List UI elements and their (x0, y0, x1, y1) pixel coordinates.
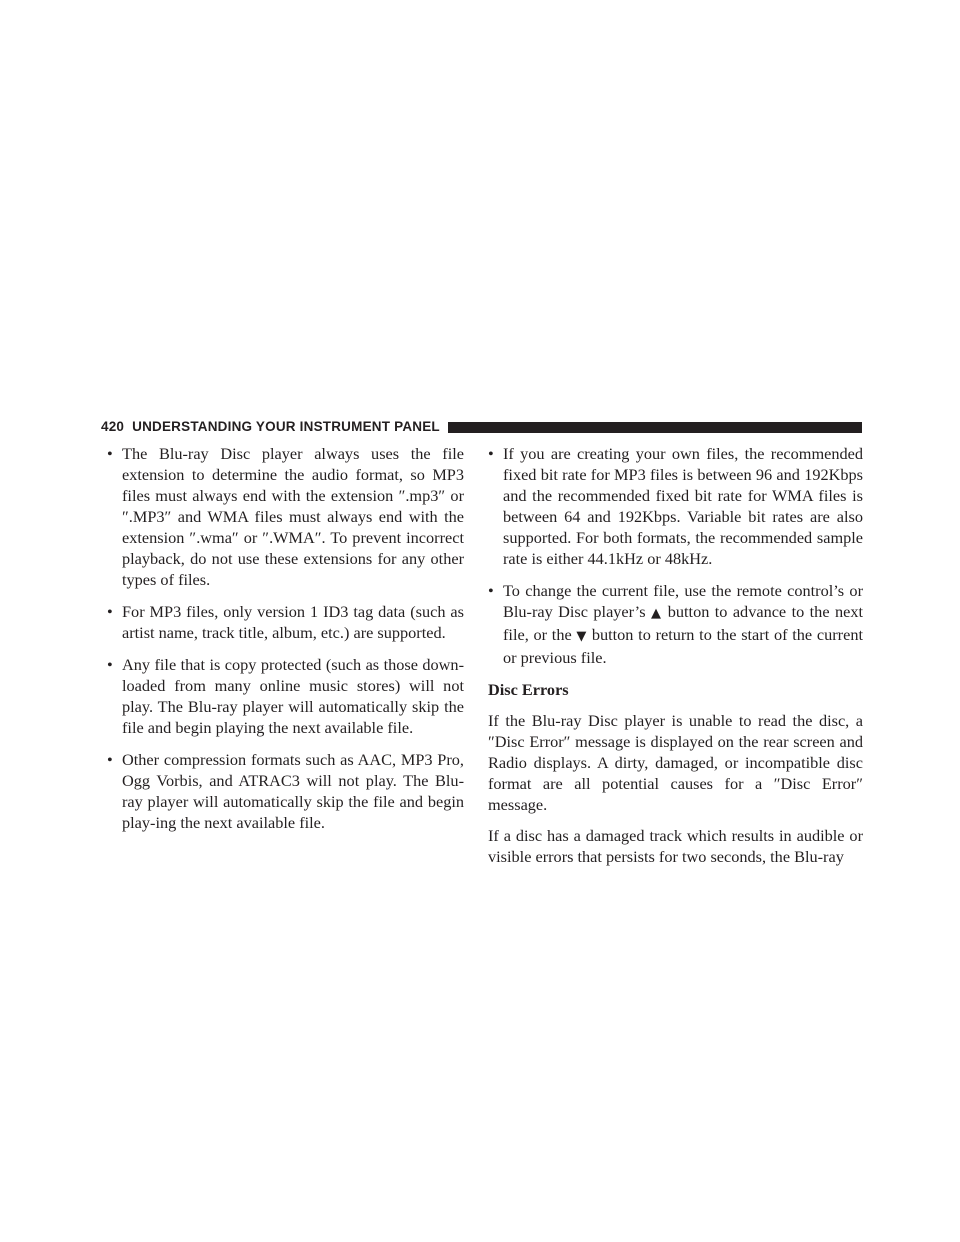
list-item (107, 749, 464, 833)
up-arrow-icon: ▲ (650, 606, 663, 621)
section-heading: Disc Errors (488, 680, 569, 699)
list-item (107, 654, 464, 738)
header-rule (448, 422, 862, 433)
section-title: UNDERSTANDING YOUR INSTRUMENT PANEL (132, 419, 440, 434)
bullet-icon: • (488, 581, 494, 600)
page-header (101, 420, 862, 434)
left-column (107, 443, 464, 844)
list-item-text: If you are creating your own files, the recommended fixed bit rate for MP3 files is between 96 and 192Kbps and the recommended fixed bit rate for WMA files is between 64 and 192Kbps. Variable bit rates are also supported. For both formats, the recommended sample rate is either 44.1kHz or 48kHz. (503, 444, 863, 568)
bullet-icon: • (107, 444, 113, 463)
list-item (488, 443, 863, 569)
bullet-icon: • (107, 655, 113, 674)
right-column (488, 443, 863, 877)
list-item (107, 601, 464, 643)
list-item (107, 443, 464, 590)
down-arrow-icon: ▼ (576, 629, 588, 644)
bullet-list-right (488, 443, 863, 668)
list-item-text: Other compression formats such as AAC, MP3 Pro, Ogg Vorbis, and ATRAC3 will not play. The Blu-ray player will automatically skip the file and begin play-ing the next available file. (122, 750, 464, 832)
bullet-icon: • (488, 444, 494, 463)
bullet-icon: • (107, 750, 113, 769)
list-item-text: For MP3 files, only version 1 ID3 tag data (such as artist name, track title, album, etc.) are supported. (122, 602, 464, 642)
bullet-list-left (107, 443, 464, 833)
paragraph: If the Blu-ray Disc player is unable to read the disc, a ″Disc Error″ message is displayed on the rear screen and Radio displays. A dirty, damaged, or incompatible disc format are all potential causes for a ″Disc Error″ message. (488, 711, 863, 814)
list-item-text: The Blu-ray Disc player always uses the file extension to determine the audio format, so MP3 files must always end with the extension ″.mp3″ or ″.MP3″ and WMA files must always end with the extension ″.wma″ or ″.WMA″. To prevent incorrect playback, do not use these extensions for any other types of files. (122, 444, 464, 589)
list-item (488, 580, 863, 668)
list-item-text-part2: button to advance to the next file, or the (503, 602, 863, 644)
page-number: 420 (101, 419, 125, 434)
list-item-text: Any file that is copy protected (such as those down-loaded from many online music stores) will not play. The Blu-ray player will automatically skip the file and begin playing the next available file. (122, 655, 464, 737)
paragraph: If a disc has a damaged track which results in audible or visible errors that persists for two seconds, the Blu-ray (488, 826, 863, 866)
list-item-text-part1: To change the current file, use the remote control’s or Blu-ray Disc player’s (503, 581, 863, 621)
list-item-text-part3: button to return to the start of the current or previous file. (503, 625, 863, 667)
bullet-icon: • (107, 602, 113, 621)
